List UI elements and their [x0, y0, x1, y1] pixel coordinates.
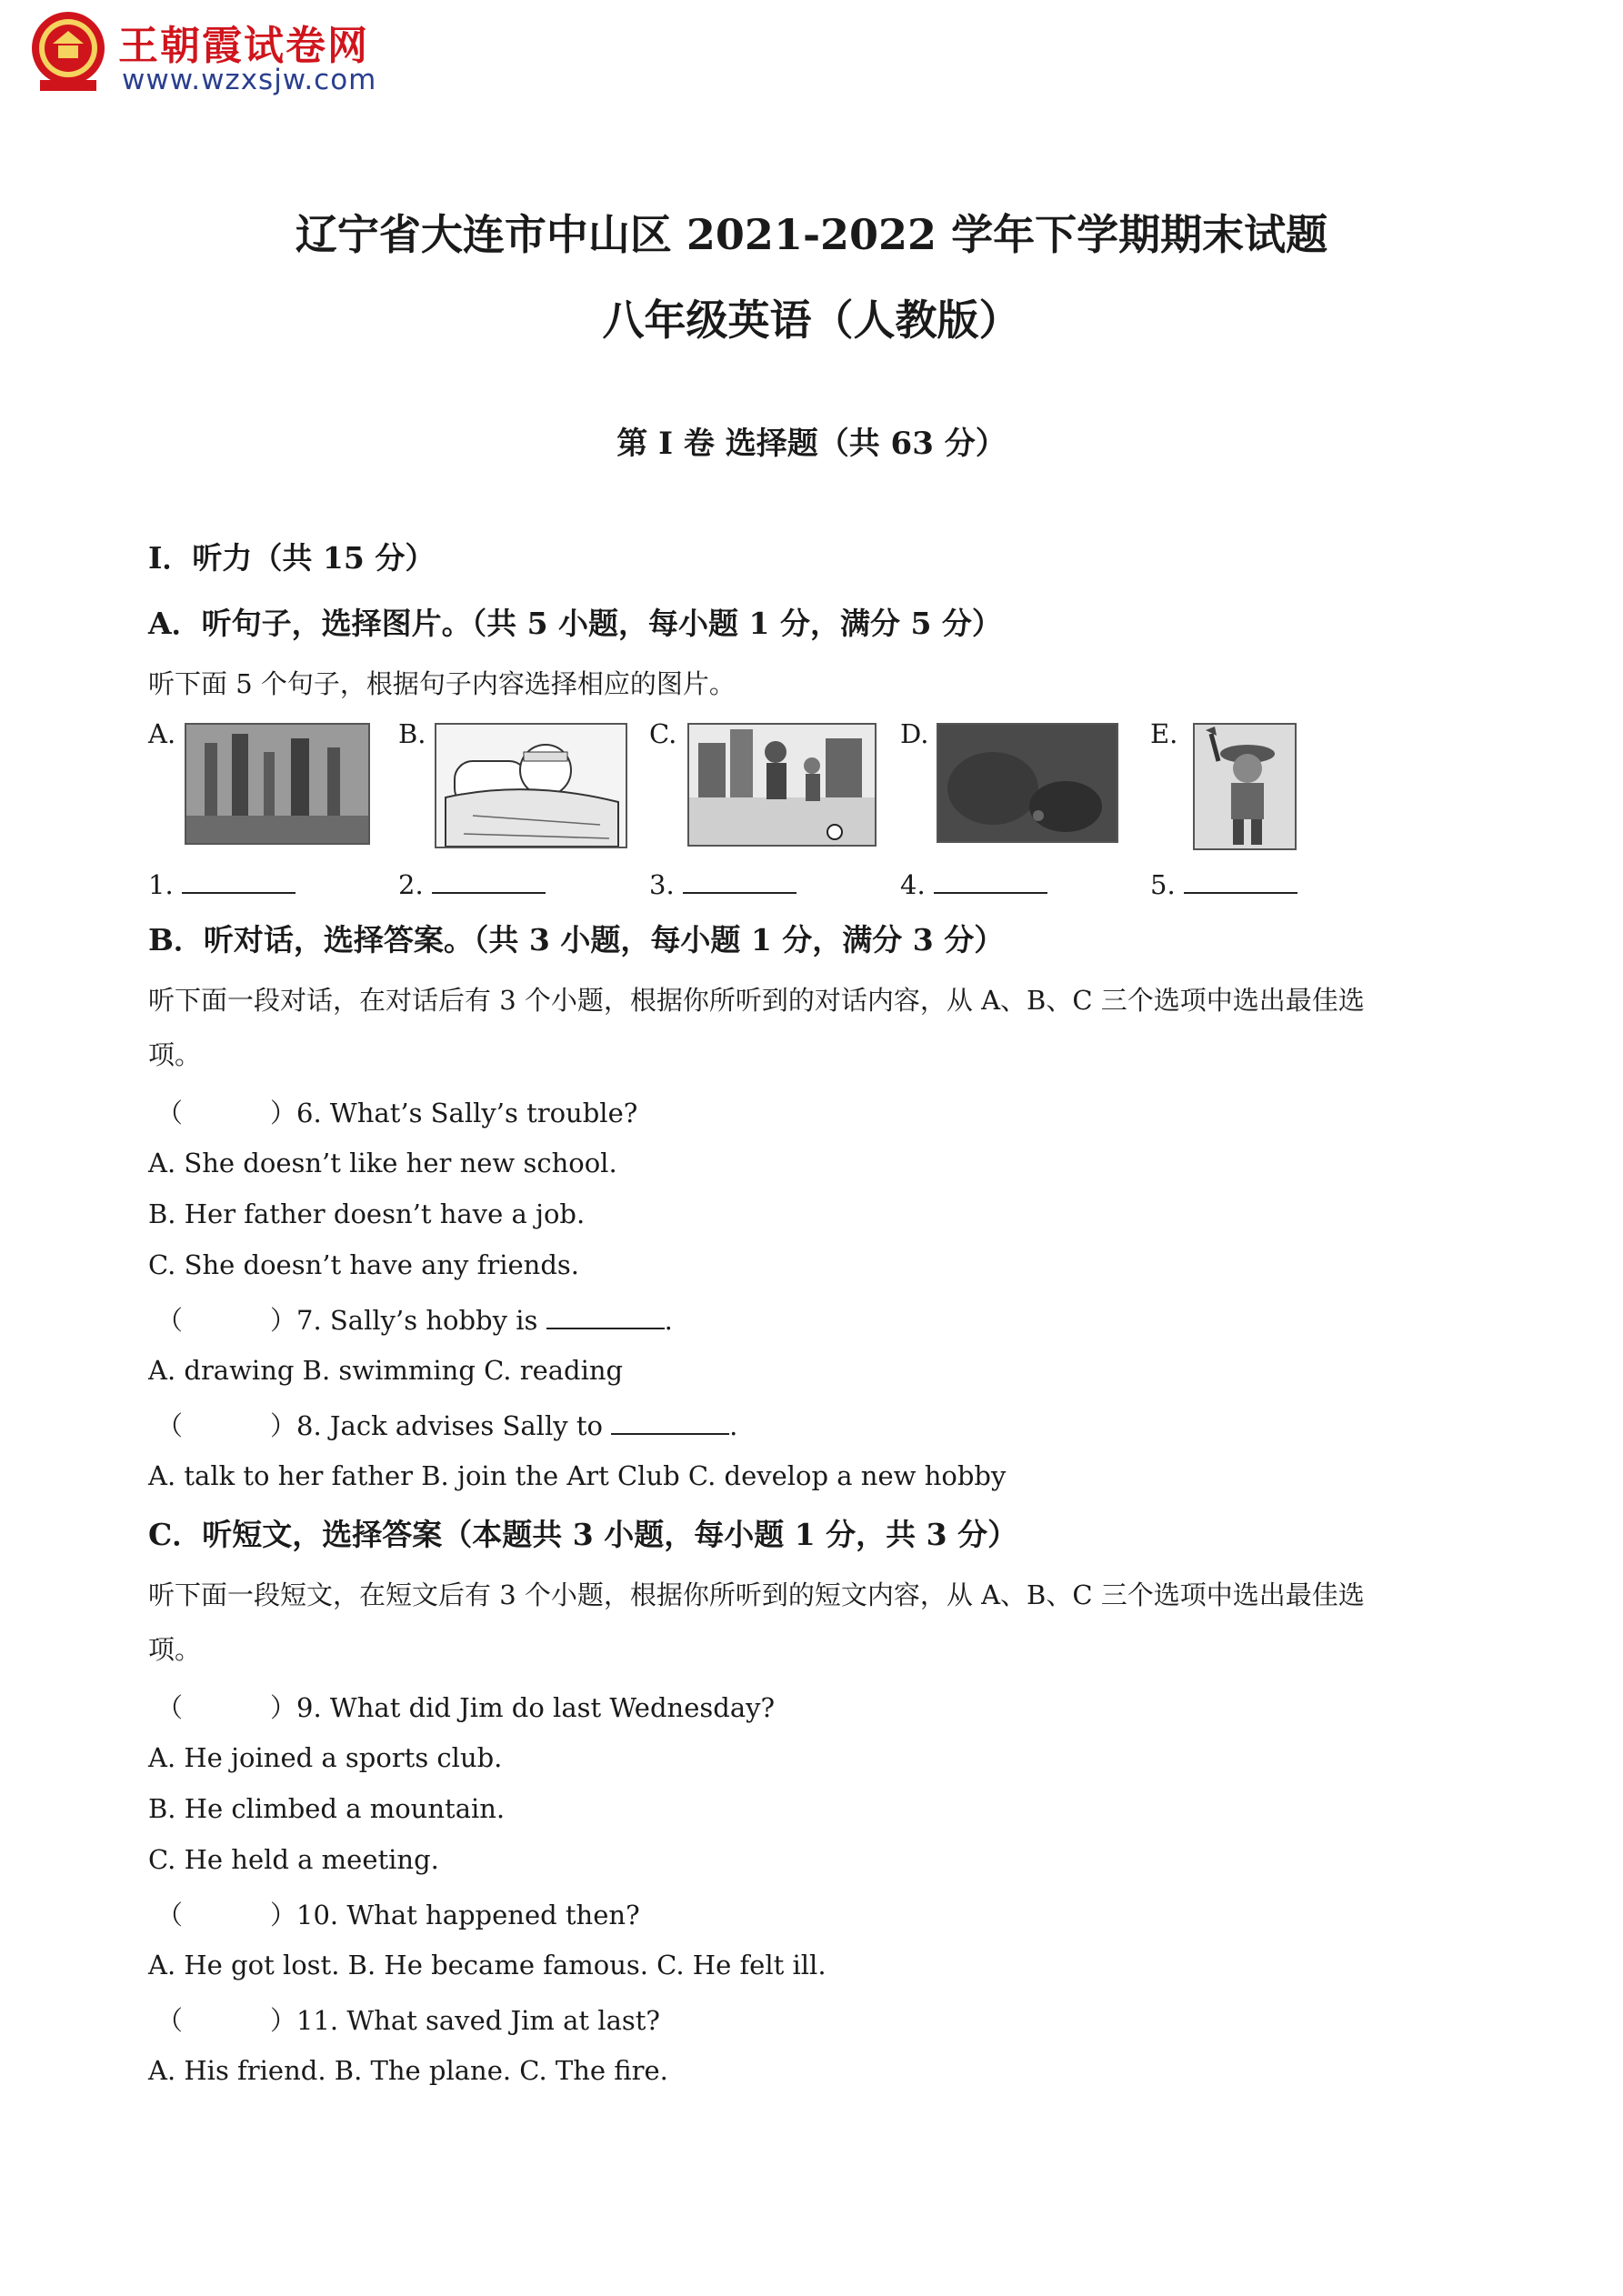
part-c-instruction-line2: 项。: [148, 1634, 202, 1665]
picture-c-football: [687, 723, 877, 847]
part-c-heading: C．听短文，选择答案（本题共 3 小题，每小题 1 分，共 3 分）: [148, 1517, 1018, 1552]
question-9: （ ）9. What did Jim do last Wednesday?: [156, 1692, 776, 1723]
q6-option-c: C. She doesn’t have any friends.: [148, 1249, 580, 1280]
picture-label-b: B.: [398, 718, 426, 749]
picture-label-d: D.: [900, 718, 929, 749]
part-b-instruction-line1: 听下面一段对话，在对话后有 3 个小题，根据你所听到的对话内容，从 A、B、C 三个选项中选出最佳选: [148, 985, 1365, 1016]
site-name: 王朝霞试卷网: [118, 23, 369, 69]
answer-blank-1[interactable]: 1.: [148, 868, 296, 900]
picture-b-sick-boy: [435, 723, 627, 848]
site-url: www.wzxsjw.com: [122, 64, 377, 96]
q9-option-c: C. He held a meeting.: [148, 1844, 439, 1875]
q8-options: A. talk to her father B. join the Art Club C. develop a new hobby: [148, 1460, 1007, 1491]
part-c-instruction-line1: 听下面一段短文，在短文后有 3 个小题，根据你所听到的短文内容，从 A、B、C 三个选项中选出最佳选: [148, 1579, 1365, 1610]
picture-label-c: C.: [649, 718, 677, 749]
question-10: （ ）10. What happened then?: [156, 1900, 640, 1930]
volume-heading: 第 I 卷 选择题（共 63 分）: [616, 426, 1007, 462]
q10-options: A. He got lost. B. He became famous. C. He felt ill.: [148, 1950, 827, 1980]
q7-options: A. drawing B. swimming C. reading: [148, 1355, 624, 1386]
question-7: （ ）7. Sally’s hobby is .: [156, 1305, 673, 1336]
question-11: （ ）11. What saved Jim at last?: [156, 2005, 660, 2036]
answer-blank-5[interactable]: 5.: [1150, 868, 1297, 900]
listening-heading: I．听力（共 15 分）: [148, 540, 436, 576]
site-logo: [27, 7, 109, 98]
answer-blank-2[interactable]: 2.: [398, 868, 546, 900]
answer-blank-3[interactable]: 3.: [649, 868, 796, 900]
q6-option-b: B. Her father doesn’t have a job.: [148, 1198, 586, 1229]
picture-label-a: A.: [148, 718, 176, 749]
part-b-heading: B．听对话，选择答案。（共 3 小题，每小题 1 分，满分 3 分）: [148, 922, 1005, 958]
exam-subtitle: 八年级英语（人教版）: [602, 296, 1021, 345]
picture-d-dark-scene: [937, 723, 1118, 843]
picture-a-forest: [185, 723, 370, 845]
q9-option-b: B. He climbed a mountain.: [148, 1793, 506, 1824]
exam-title: 辽宁省大连市中山区 2021-2022 学年下学期期末试题: [295, 210, 1328, 259]
q6-option-a: A. She doesn’t like her new school.: [148, 1148, 617, 1178]
answer-blank-4[interactable]: 4.: [900, 868, 1047, 900]
q9-option-a: A. He joined a sports club.: [148, 1742, 503, 1773]
picture-label-e: E.: [1150, 718, 1178, 749]
picture-e-boy-with-torch: [1193, 723, 1297, 850]
part-a-heading: A．听句子，选择图片。（共 5 小题，每小题 1 分，满分 5 分）: [148, 606, 1002, 641]
part-a-instruction: 听下面 5 个句子，根据句子内容选择相应的图片。: [148, 668, 736, 699]
part-b-instruction-line2: 项。: [148, 1039, 202, 1070]
q11-options: A. His friend. B. The plane. C. The fire.: [148, 2055, 668, 2086]
question-6: （ ）6. What’s Sally’s trouble?: [156, 1098, 638, 1128]
question-8: （ ）8. Jack advises Sally to .: [156, 1410, 738, 1441]
